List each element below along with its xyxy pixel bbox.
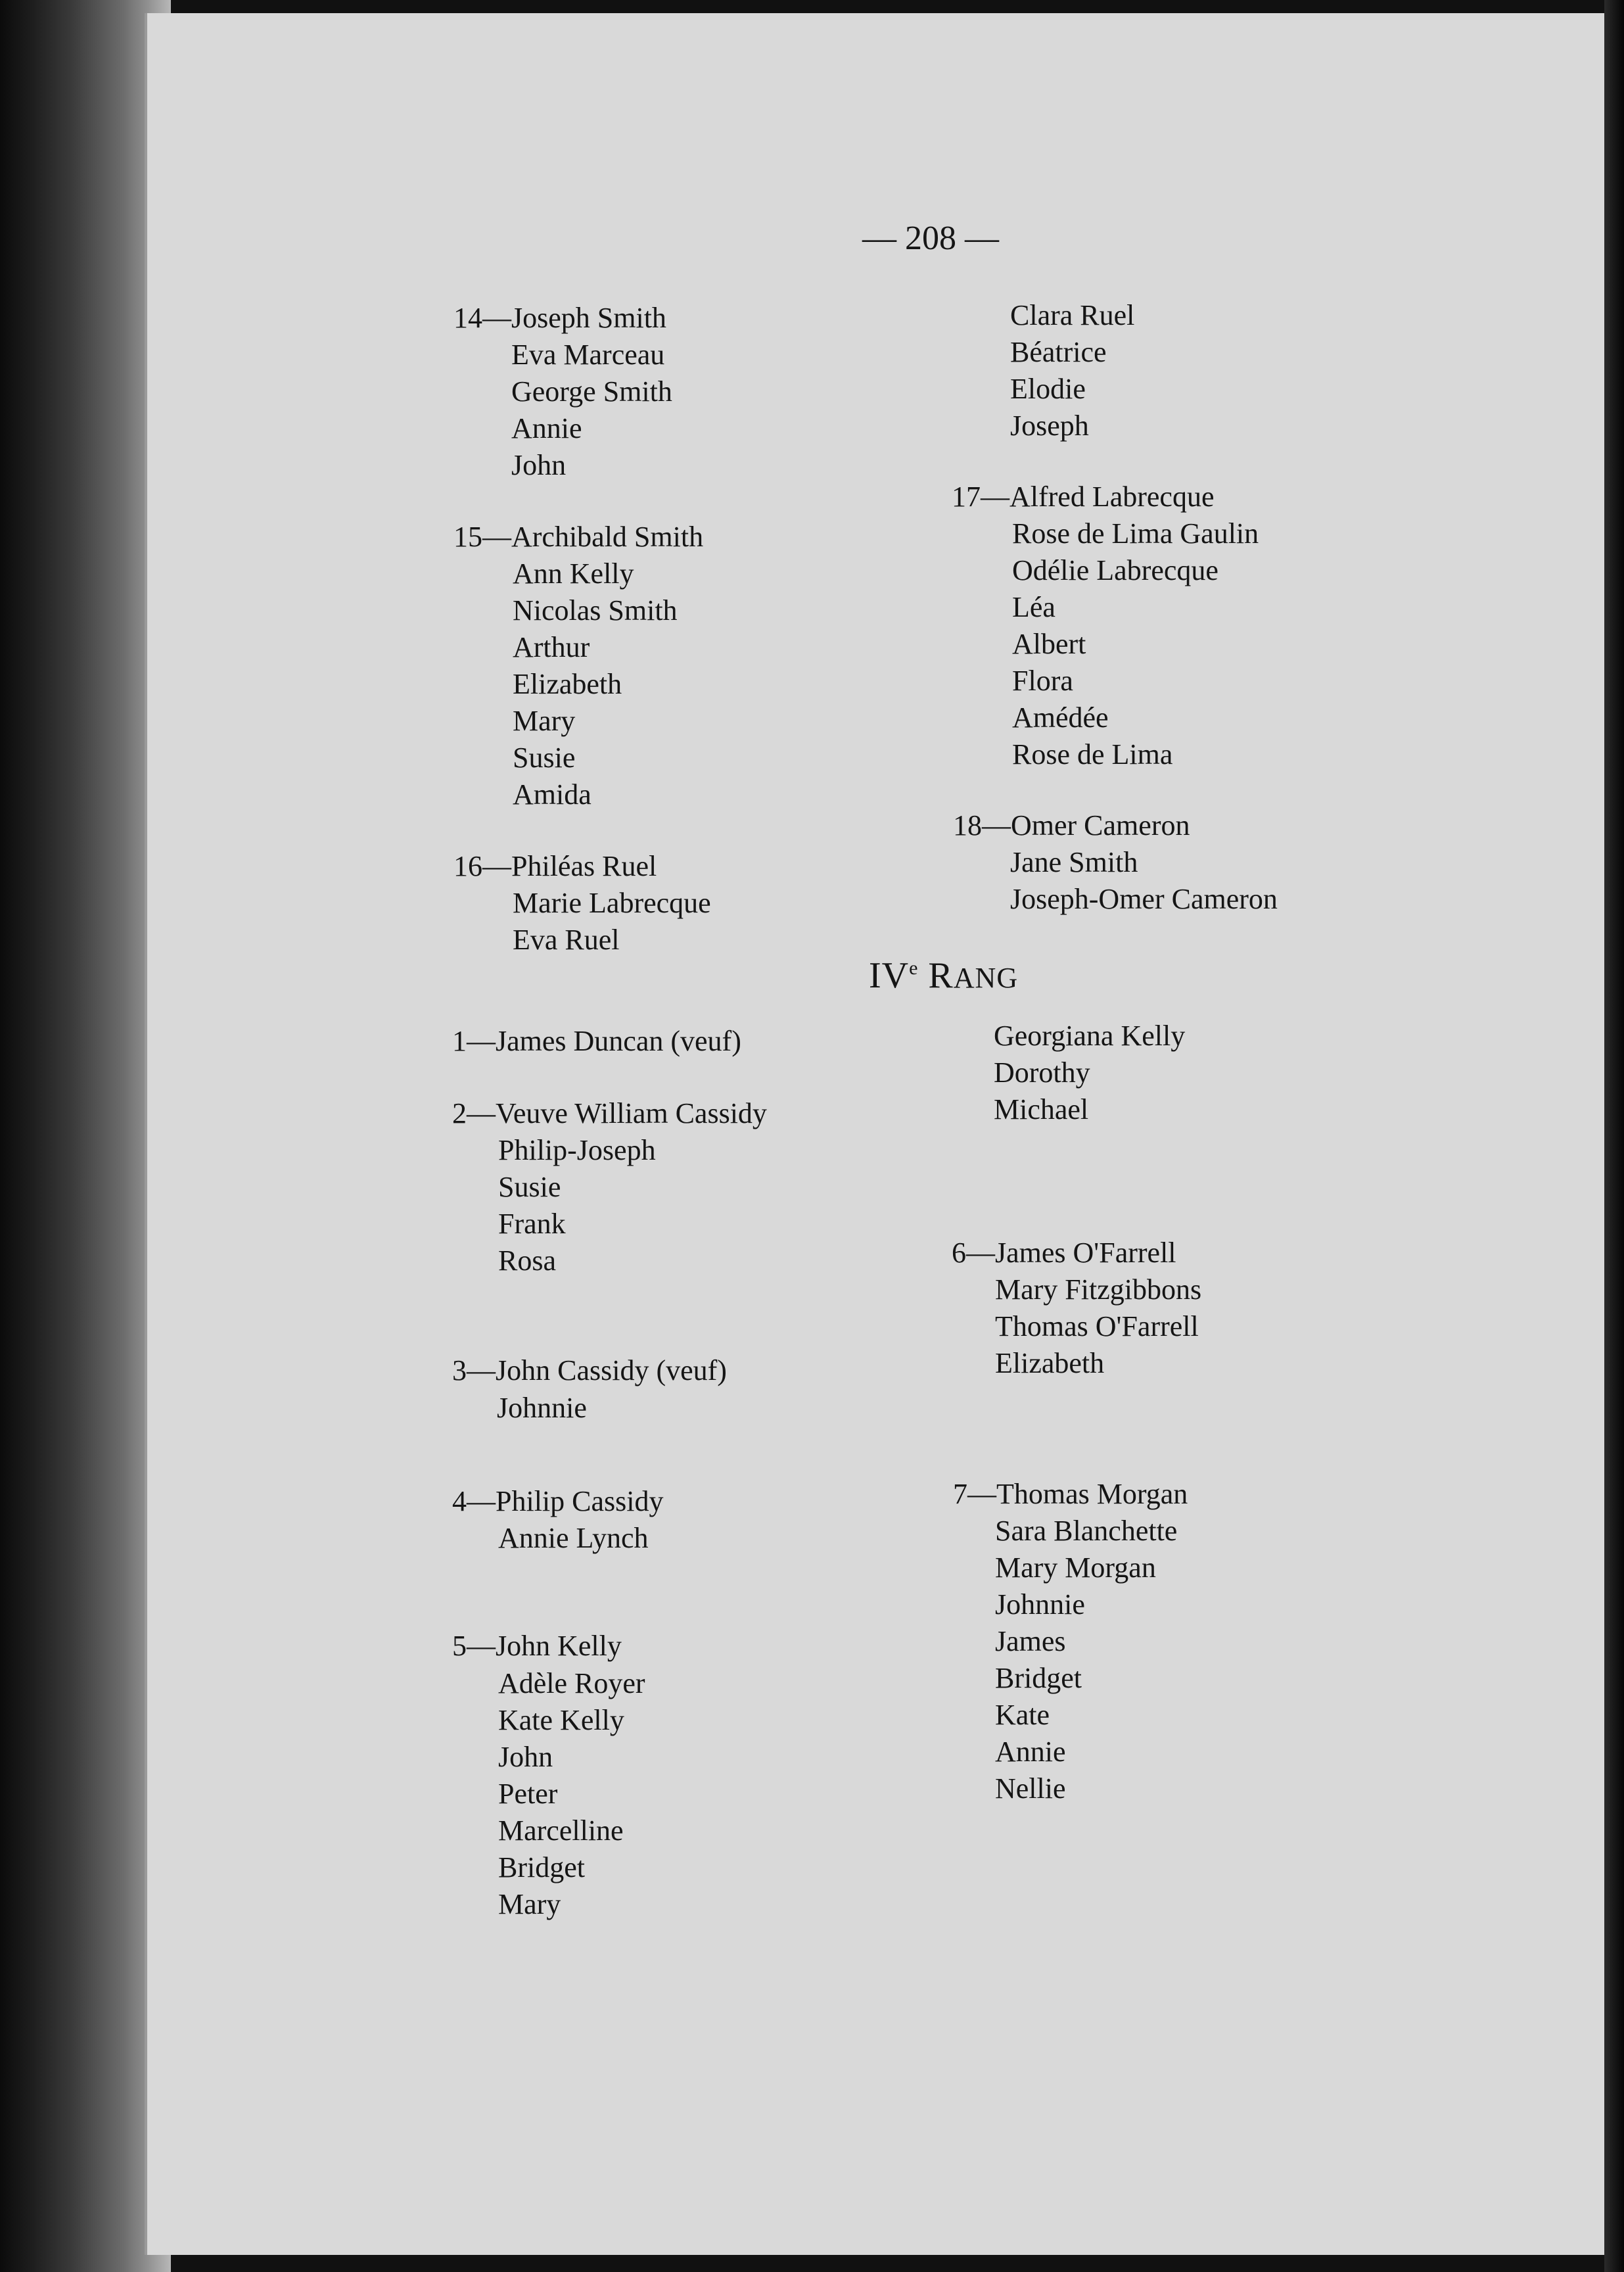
family-18-member: Jane Smith	[1010, 846, 1138, 878]
rang4-family-4-member: Annie Lynch	[498, 1522, 649, 1554]
rang4-family-7-head: 7—Thomas Morgan	[953, 1478, 1188, 1510]
family-18-member: Joseph-Omer Cameron	[1010, 883, 1278, 915]
family-continued-member: Joseph	[1010, 410, 1089, 442]
family-15-member: Susie	[513, 742, 576, 774]
rang4-family-7-member: Annie	[995, 1736, 1066, 1768]
family-15-member: Arthur	[513, 631, 590, 663]
rang4-family-2-member: Rosa	[498, 1244, 556, 1277]
rang4-family-7-member: James	[995, 1625, 1066, 1657]
rang4-family-3-head: 3—John Cassidy (veuf)	[452, 1354, 727, 1386]
rang4-family-2-member: Philip-Joseph	[498, 1134, 656, 1166]
rang4-family-5-member: John	[498, 1741, 553, 1773]
rang4-family-7-member: Nellie	[995, 1772, 1066, 1805]
family-14-head: 14—Joseph Smith	[453, 302, 666, 334]
family-15-member: Amida	[513, 778, 592, 811]
family-17-member: Albert	[1012, 628, 1086, 660]
section-heading-small-caps: ANG	[953, 962, 1019, 994]
rang4-family-7-member: Sara Blanchette	[995, 1515, 1178, 1547]
family-16-member: Eva Ruel	[513, 924, 620, 956]
family-17-member: Léa	[1012, 591, 1056, 623]
family-15-head: 15—Archibald Smith	[453, 521, 704, 553]
family-continued-member: Clara Ruel	[1010, 299, 1135, 331]
rang4-family-6-member: Mary Fitzgibbons	[995, 1273, 1202, 1306]
rang4-family-6-head: 6—James O'Farrell	[952, 1237, 1176, 1269]
section-heading-initial: R	[928, 955, 954, 996]
rang4-family-4-head: 4—Philip Cassidy	[452, 1485, 664, 1517]
family-16-head: 16—Philéas Ruel	[453, 850, 657, 882]
rang4-family-5-head: 5—John Kelly	[452, 1630, 622, 1662]
rang4-family-5-member: Adèle Royer	[498, 1667, 645, 1699]
rang4-continued-member: Michael	[994, 1093, 1089, 1125]
rang4-family-5-member: Marcelline	[498, 1814, 624, 1847]
section-heading-roman: IV	[869, 955, 910, 996]
rang4-family-2-head: 2—Veuve William Cassidy	[452, 1097, 767, 1129]
rang4-family-6-member: Thomas O'Farrell	[995, 1310, 1199, 1342]
rang4-family-5-member: Bridget	[498, 1851, 585, 1883]
family-17-head: 17—Alfred Labrecque	[952, 481, 1215, 513]
family-18-head: 18—Omer Cameron	[953, 809, 1190, 841]
family-15-member: Mary	[513, 705, 576, 737]
book-page	[145, 13, 1610, 2255]
family-14-member: Eva Marceau	[511, 339, 665, 371]
rang4-family-5-member: Kate Kelly	[498, 1704, 624, 1736]
rang4-continued-member: Dorothy	[994, 1056, 1090, 1089]
family-15-member: Ann Kelly	[513, 557, 634, 590]
family-17-member: Amédée	[1012, 701, 1109, 734]
scan-fore-edge	[1604, 0, 1624, 2272]
family-14-member: Annie	[511, 412, 582, 444]
family-15-member: Nicolas Smith	[513, 594, 678, 627]
family-16-member: Marie Labrecque	[513, 887, 711, 919]
rang4-family-1-head: 1—James Duncan (veuf)	[452, 1025, 741, 1057]
rang4-family-7-member: Bridget	[995, 1662, 1082, 1694]
rang4-family-7-member: Johnnie	[995, 1588, 1085, 1621]
section-heading-superscript: e	[909, 957, 919, 979]
page-number: — 208 —	[862, 220, 999, 257]
rang4-family-2-member: Susie	[498, 1171, 561, 1203]
rang4-family-5-member: Mary	[498, 1888, 561, 1920]
rang4-family-5-member: Peter	[498, 1778, 558, 1810]
family-continued-member: Béatrice	[1010, 336, 1107, 368]
rang4-continued-member: Georgiana Kelly	[994, 1020, 1186, 1052]
family-17-member: Flora	[1012, 665, 1073, 697]
rang4-family-6-member: Elizabeth	[995, 1347, 1105, 1379]
family-17-member: Odélie Labrecque	[1012, 554, 1218, 586]
rang4-family-7-member: Mary Morgan	[995, 1551, 1156, 1584]
rang4-family-2-member: Frank	[498, 1208, 566, 1240]
rang4-family-3-member: Johnnie	[497, 1392, 587, 1424]
family-continued-member: Elodie	[1010, 373, 1086, 405]
family-17-member: Rose de Lima	[1012, 738, 1173, 770]
family-15-member: Elizabeth	[513, 668, 622, 700]
family-14-member: George Smith	[511, 375, 672, 408]
rang4-family-7-member: Kate	[995, 1699, 1050, 1731]
family-17-member: Rose de Lima Gaulin	[1012, 517, 1259, 550]
family-14-member: John	[511, 449, 567, 481]
section-heading	[869, 957, 1018, 994]
